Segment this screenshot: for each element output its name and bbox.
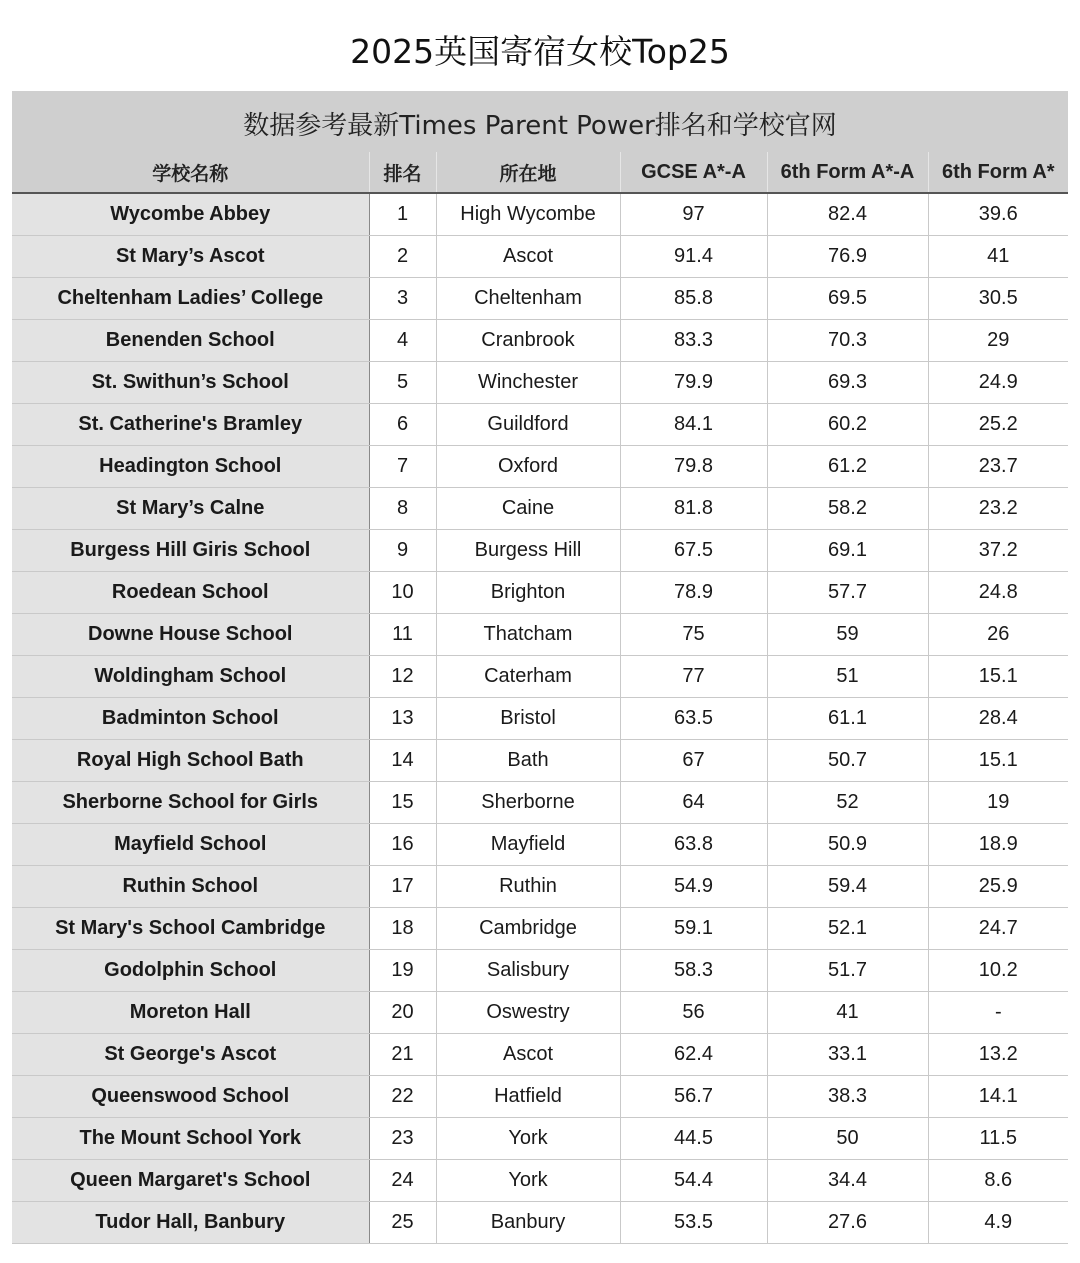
sixth-form-a-star-a-cell: 59.4 bbox=[767, 866, 928, 908]
gcse-cell: 67.5 bbox=[620, 530, 767, 572]
sixth-form-a-star-a-cell: 41 bbox=[767, 992, 928, 1034]
rank-cell: 9 bbox=[369, 530, 436, 572]
sixth-form-a-star-cell: 8.6 bbox=[928, 1160, 1068, 1202]
location-cell: Banbury bbox=[436, 1202, 620, 1244]
rank-cell: 11 bbox=[369, 614, 436, 656]
sixth-form-a-star-a-cell: 76.9 bbox=[767, 236, 928, 278]
table-row bbox=[12, 1160, 1068, 1202]
column-header-school: 学校名称 bbox=[12, 152, 369, 193]
sixth-form-a-star-cell: 15.1 bbox=[928, 656, 1068, 698]
gcse-cell: 62.4 bbox=[620, 1034, 767, 1076]
rank-cell: 17 bbox=[369, 866, 436, 908]
sixth-form-a-star-a-cell: 50 bbox=[767, 1118, 928, 1160]
location-cell: Salisbury bbox=[436, 950, 620, 992]
sixth-form-a-star-cell: 30.5 bbox=[928, 278, 1068, 320]
column-header-location: 所在地 bbox=[436, 152, 620, 193]
table-row bbox=[12, 740, 1068, 782]
school-name-cell: St Mary's School Cambridge bbox=[12, 908, 369, 950]
table-row bbox=[12, 656, 1068, 698]
location-cell: Oswestry bbox=[436, 992, 620, 1034]
column-header-rank: 排名 bbox=[369, 152, 436, 193]
school-name-cell: St Mary’s Ascot bbox=[12, 236, 369, 278]
sixth-form-a-star-cell: 39.6 bbox=[928, 193, 1068, 236]
table-row bbox=[12, 614, 1068, 656]
rank-cell: 5 bbox=[369, 362, 436, 404]
rank-cell: 12 bbox=[369, 656, 436, 698]
location-cell: Cranbrook bbox=[436, 320, 620, 362]
sixth-form-a-star-cell: 10.2 bbox=[928, 950, 1068, 992]
sixth-form-a-star-cell: 26 bbox=[928, 614, 1068, 656]
sixth-form-a-star-a-cell: 61.1 bbox=[767, 698, 928, 740]
location-cell: Winchester bbox=[436, 362, 620, 404]
location-cell: Ascot bbox=[436, 236, 620, 278]
table-subtitle: 数据参考最新Times Parent Power排名和学校官网 bbox=[12, 91, 1068, 152]
sixth-form-a-star-cell: 23.2 bbox=[928, 488, 1068, 530]
school-name-cell: The Mount School York bbox=[12, 1118, 369, 1160]
school-name-cell: Roedean School bbox=[12, 572, 369, 614]
location-cell: Ruthin bbox=[436, 866, 620, 908]
table-row bbox=[12, 278, 1068, 320]
sixth-form-a-star-cell: 28.4 bbox=[928, 698, 1068, 740]
sixth-form-a-star-a-cell: 52.1 bbox=[767, 908, 928, 950]
location-cell: Sherborne bbox=[436, 782, 620, 824]
sixth-form-a-star-a-cell: 82.4 bbox=[767, 193, 928, 236]
location-cell: Thatcham bbox=[436, 614, 620, 656]
table-row bbox=[12, 236, 1068, 278]
gcse-cell: 63.8 bbox=[620, 824, 767, 866]
page-title: 2025英国寄宿女校Top25 bbox=[350, 32, 730, 71]
rank-cell: 8 bbox=[369, 488, 436, 530]
rank-cell: 23 bbox=[369, 1118, 436, 1160]
school-name-cell: Benenden School bbox=[12, 320, 369, 362]
school-name-cell: Tudor Hall, Banbury bbox=[12, 1202, 369, 1244]
gcse-cell: 79.9 bbox=[620, 362, 767, 404]
school-name-cell: St George's Ascot bbox=[12, 1034, 369, 1076]
table-body bbox=[12, 193, 1068, 1244]
gcse-cell: 58.3 bbox=[620, 950, 767, 992]
school-name-cell: Queen Margaret's School bbox=[12, 1160, 369, 1202]
gcse-cell: 53.5 bbox=[620, 1202, 767, 1244]
ranking-table bbox=[12, 91, 1068, 1244]
rank-cell: 24 bbox=[369, 1160, 436, 1202]
table-row bbox=[12, 1118, 1068, 1160]
sixth-form-a-star-a-cell: 60.2 bbox=[767, 404, 928, 446]
rank-cell: 15 bbox=[369, 782, 436, 824]
sixth-form-a-star-cell: 24.8 bbox=[928, 572, 1068, 614]
school-name-cell: Woldingham School bbox=[12, 656, 369, 698]
table-row bbox=[12, 866, 1068, 908]
table-row bbox=[12, 446, 1068, 488]
sixth-form-a-star-a-cell: 50.9 bbox=[767, 824, 928, 866]
gcse-cell: 81.8 bbox=[620, 488, 767, 530]
column-header-sixth-form-a-star-a: 6th Form A*-A bbox=[767, 152, 928, 193]
gcse-cell: 56 bbox=[620, 992, 767, 1034]
rank-cell: 19 bbox=[369, 950, 436, 992]
rank-cell: 7 bbox=[369, 446, 436, 488]
table-row bbox=[12, 1076, 1068, 1118]
sixth-form-a-star-a-cell: 27.6 bbox=[767, 1202, 928, 1244]
location-cell: Cheltenham bbox=[436, 278, 620, 320]
table-row bbox=[12, 193, 1068, 236]
sixth-form-a-star-cell: 14.1 bbox=[928, 1076, 1068, 1118]
location-cell: Burgess Hill bbox=[436, 530, 620, 572]
rank-cell: 16 bbox=[369, 824, 436, 866]
gcse-cell: 78.9 bbox=[620, 572, 767, 614]
gcse-cell: 85.8 bbox=[620, 278, 767, 320]
rank-cell: 18 bbox=[369, 908, 436, 950]
sixth-form-a-star-a-cell: 52 bbox=[767, 782, 928, 824]
school-name-cell: Badminton School bbox=[12, 698, 369, 740]
location-cell: York bbox=[436, 1160, 620, 1202]
rank-cell: 1 bbox=[369, 193, 436, 236]
sixth-form-a-star-cell: 15.1 bbox=[928, 740, 1068, 782]
gcse-cell: 59.1 bbox=[620, 908, 767, 950]
gcse-cell: 67 bbox=[620, 740, 767, 782]
school-name-cell: Queenswood School bbox=[12, 1076, 369, 1118]
sixth-form-a-star-cell: 11.5 bbox=[928, 1118, 1068, 1160]
table-row bbox=[12, 782, 1068, 824]
rank-cell: 22 bbox=[369, 1076, 436, 1118]
sixth-form-a-star-cell: - bbox=[928, 992, 1068, 1034]
school-name-cell: Moreton Hall bbox=[12, 992, 369, 1034]
location-cell: High Wycombe bbox=[436, 193, 620, 236]
location-cell: Bristol bbox=[436, 698, 620, 740]
sixth-form-a-star-a-cell: 69.3 bbox=[767, 362, 928, 404]
school-name-cell: Sherborne School for Girls bbox=[12, 782, 369, 824]
rank-cell: 6 bbox=[369, 404, 436, 446]
table-row bbox=[12, 950, 1068, 992]
table-row bbox=[12, 488, 1068, 530]
sixth-form-a-star-cell: 24.9 bbox=[928, 362, 1068, 404]
location-cell: Bath bbox=[436, 740, 620, 782]
school-name-cell: Royal High School Bath bbox=[12, 740, 369, 782]
school-name-cell: Mayfield School bbox=[12, 824, 369, 866]
sixth-form-a-star-cell: 29 bbox=[928, 320, 1068, 362]
sixth-form-a-star-cell: 19 bbox=[928, 782, 1068, 824]
ranking-table-container bbox=[12, 91, 1068, 1244]
gcse-cell: 44.5 bbox=[620, 1118, 767, 1160]
sixth-form-a-star-cell: 18.9 bbox=[928, 824, 1068, 866]
school-name-cell: Downe House School bbox=[12, 614, 369, 656]
sixth-form-a-star-cell: 13.2 bbox=[928, 1034, 1068, 1076]
sixth-form-a-star-cell: 4.9 bbox=[928, 1202, 1068, 1244]
sixth-form-a-star-a-cell: 51.7 bbox=[767, 950, 928, 992]
sixth-form-a-star-cell: 25.2 bbox=[928, 404, 1068, 446]
sixth-form-a-star-a-cell: 33.1 bbox=[767, 1034, 928, 1076]
table-row bbox=[12, 320, 1068, 362]
location-cell: Hatfield bbox=[436, 1076, 620, 1118]
table-row bbox=[12, 530, 1068, 572]
gcse-cell: 54.4 bbox=[620, 1160, 767, 1202]
sixth-form-a-star-cell: 25.9 bbox=[928, 866, 1068, 908]
table-row bbox=[12, 1202, 1068, 1244]
sixth-form-a-star-a-cell: 70.3 bbox=[767, 320, 928, 362]
table-row bbox=[12, 362, 1068, 404]
column-header-gcse: GCSE A*-A bbox=[620, 152, 767, 193]
table-row bbox=[12, 698, 1068, 740]
table-row bbox=[12, 1034, 1068, 1076]
gcse-cell: 56.7 bbox=[620, 1076, 767, 1118]
rank-cell: 4 bbox=[369, 320, 436, 362]
rank-cell: 20 bbox=[369, 992, 436, 1034]
location-cell: Mayfield bbox=[436, 824, 620, 866]
sixth-form-a-star-a-cell: 50.7 bbox=[767, 740, 928, 782]
rank-cell: 14 bbox=[369, 740, 436, 782]
gcse-cell: 91.4 bbox=[620, 236, 767, 278]
location-cell: Caine bbox=[436, 488, 620, 530]
table-row bbox=[12, 824, 1068, 866]
location-cell: Cambridge bbox=[436, 908, 620, 950]
school-name-cell: Wycombe Abbey bbox=[12, 193, 369, 236]
sixth-form-a-star-a-cell: 57.7 bbox=[767, 572, 928, 614]
sixth-form-a-star-a-cell: 34.4 bbox=[767, 1160, 928, 1202]
school-name-cell: St. Catherine's Bramley bbox=[12, 404, 369, 446]
location-cell: Ascot bbox=[436, 1034, 620, 1076]
table-header-row bbox=[12, 152, 1068, 193]
gcse-cell: 97 bbox=[620, 193, 767, 236]
sixth-form-a-star-a-cell: 58.2 bbox=[767, 488, 928, 530]
school-name-cell: Ruthin School bbox=[12, 866, 369, 908]
sixth-form-a-star-a-cell: 69.5 bbox=[767, 278, 928, 320]
gcse-cell: 75 bbox=[620, 614, 767, 656]
sixth-form-a-star-a-cell: 69.1 bbox=[767, 530, 928, 572]
table-row bbox=[12, 404, 1068, 446]
sixth-form-a-star-a-cell: 51 bbox=[767, 656, 928, 698]
rank-cell: 3 bbox=[369, 278, 436, 320]
gcse-cell: 77 bbox=[620, 656, 767, 698]
sixth-form-a-star-a-cell: 61.2 bbox=[767, 446, 928, 488]
rank-cell: 10 bbox=[369, 572, 436, 614]
sixth-form-a-star-a-cell: 38.3 bbox=[767, 1076, 928, 1118]
table-subtitle-row bbox=[12, 91, 1068, 152]
school-name-cell: St. Swithun’s School bbox=[12, 362, 369, 404]
sixth-form-a-star-cell: 41 bbox=[928, 236, 1068, 278]
sixth-form-a-star-cell: 24.7 bbox=[928, 908, 1068, 950]
table-row bbox=[12, 908, 1068, 950]
school-name-cell: Burgess Hill Giris School bbox=[12, 530, 369, 572]
gcse-cell: 79.8 bbox=[620, 446, 767, 488]
location-cell: Caterham bbox=[436, 656, 620, 698]
rank-cell: 21 bbox=[369, 1034, 436, 1076]
location-cell: York bbox=[436, 1118, 620, 1160]
school-name-cell: St Mary’s Calne bbox=[12, 488, 369, 530]
location-cell: Guildford bbox=[436, 404, 620, 446]
rank-cell: 25 bbox=[369, 1202, 436, 1244]
sixth-form-a-star-cell: 37.2 bbox=[928, 530, 1068, 572]
location-cell: Oxford bbox=[436, 446, 620, 488]
rank-cell: 2 bbox=[369, 236, 436, 278]
gcse-cell: 54.9 bbox=[620, 866, 767, 908]
school-name-cell: Headington School bbox=[12, 446, 369, 488]
table-row bbox=[12, 992, 1068, 1034]
sixth-form-a-star-cell: 23.7 bbox=[928, 446, 1068, 488]
gcse-cell: 64 bbox=[620, 782, 767, 824]
school-name-cell: Godolphin School bbox=[12, 950, 369, 992]
rank-cell: 13 bbox=[369, 698, 436, 740]
school-name-cell: Cheltenham Ladies’ College bbox=[12, 278, 369, 320]
gcse-cell: 63.5 bbox=[620, 698, 767, 740]
sixth-form-a-star-a-cell: 59 bbox=[767, 614, 928, 656]
gcse-cell: 84.1 bbox=[620, 404, 767, 446]
column-header-sixth-form-a-star: 6th Form A* bbox=[928, 152, 1068, 193]
gcse-cell: 83.3 bbox=[620, 320, 767, 362]
table-row bbox=[12, 572, 1068, 614]
location-cell: Brighton bbox=[436, 572, 620, 614]
